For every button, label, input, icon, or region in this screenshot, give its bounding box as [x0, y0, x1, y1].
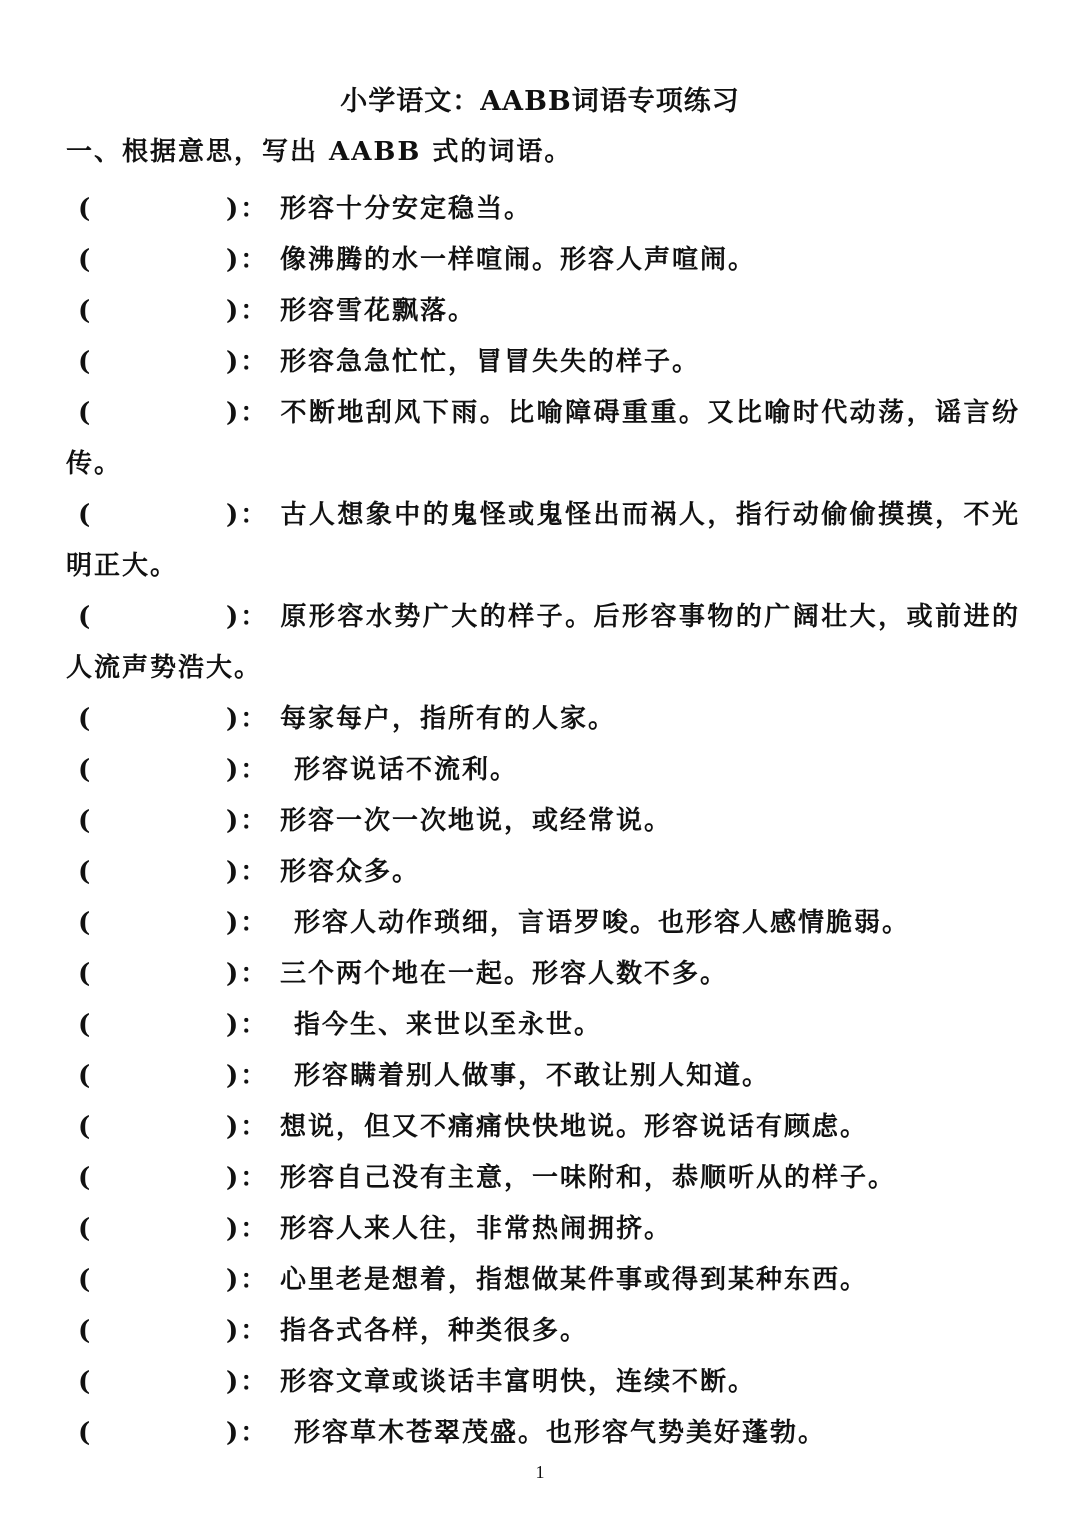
answer-blank-close: )： [226, 296, 269, 326]
definition-text: 形容人动作琐细，言语罗唆。也形容人感情脆弱。 [294, 908, 911, 938]
answer-blank-open[interactable]: ( [78, 1010, 93, 1040]
answer-blank-close: )： [226, 1112, 269, 1142]
definition-text: 形容人来人往，非常热闹拥挤。 [280, 1214, 673, 1244]
answer-blank-open[interactable]: ( [78, 347, 93, 377]
exercise-item [66, 1306, 1020, 1357]
definition-text: 像沸腾的水一样喧闹。形容人声喧闹。 [280, 245, 757, 275]
definition-text: 三个两个地在一起。形容人数不多。 [280, 959, 729, 989]
definition-text: 形容雪花飘落。 [280, 296, 477, 326]
answer-blank-close: )： [226, 806, 269, 836]
exercise-item [66, 1153, 1020, 1204]
exercise-item [66, 337, 1020, 388]
answer-blank-open[interactable]: ( [78, 245, 93, 275]
exercise-item [66, 1000, 1020, 1051]
definition-text: 指今生、来世以至永世。 [294, 1010, 603, 1040]
exercise-item [66, 490, 1020, 592]
answer-blank-open[interactable]: ( [78, 908, 93, 938]
definition-text: 形容文章或谈话丰富明快，连续不断。 [280, 1367, 757, 1397]
answer-blank-open[interactable]: ( [78, 1265, 93, 1295]
answer-blank-close: )： [226, 194, 269, 224]
answer-blank-close: )： [226, 245, 269, 275]
definition-text: 想说，但又不痛痛快快地说。形容说话有顾虑。 [280, 1112, 869, 1142]
definition-text: 形容说话不流利。 [294, 755, 519, 785]
answer-blank-open[interactable]: ( [78, 398, 93, 428]
exercise-item [66, 235, 1020, 286]
answer-blank-close: )： [226, 1061, 269, 1091]
answer-blank-open[interactable]: ( [78, 1418, 93, 1448]
answer-blank-close: )： [226, 500, 269, 530]
exercise-item [66, 1408, 1020, 1459]
definition-text: 形容急急忙忙，冒冒失失的样子。 [280, 347, 701, 377]
exercise-item [66, 1255, 1020, 1306]
answer-blank-close: )： [226, 1265, 269, 1295]
exercise-item [66, 184, 1020, 235]
answer-blank-open[interactable]: ( [78, 1316, 93, 1346]
exercise-item [66, 694, 1020, 745]
section-heading: 一、根据意思，写出 AABB 式的词语。 [66, 137, 573, 167]
answer-blank-close: )： [226, 857, 269, 887]
page-number: 1 [535, 1462, 545, 1482]
page-title: 小学语文：AABB词语专项练习 [340, 86, 740, 117]
exercise-item [66, 1204, 1020, 1255]
definition-text: 不断地刮风下雨。比喻障碍重重。又比喻时代动荡，谣言纷传。 [66, 398, 1020, 479]
answer-blank-close: )： [226, 1418, 269, 1448]
answer-blank-close: )： [226, 755, 269, 785]
definition-text: 形容草木苍翠茂盛。也形容气势美好蓬勃。 [294, 1418, 827, 1448]
definition-text: 形容众多。 [280, 857, 421, 887]
answer-blank-open[interactable]: ( [78, 296, 93, 326]
definition-text: 形容十分安定稳当。 [280, 194, 533, 224]
answer-blank-close: )： [226, 398, 269, 428]
exercise-list [66, 184, 1020, 1459]
answer-blank-open[interactable]: ( [78, 1061, 93, 1091]
answer-blank-close: )： [226, 347, 269, 377]
exercise-item [66, 745, 1020, 796]
exercise-item [66, 898, 1020, 949]
answer-blank-open[interactable]: ( [78, 194, 93, 224]
definition-text: 每家每户，指所有的人家。 [280, 704, 617, 734]
answer-blank-open[interactable]: ( [78, 959, 93, 989]
answer-blank-close: )： [226, 704, 269, 734]
answer-blank-open[interactable]: ( [78, 1367, 93, 1397]
exercise-item [66, 592, 1020, 694]
exercise-item [66, 1051, 1020, 1102]
answer-blank-open[interactable]: ( [78, 1112, 93, 1142]
definition-text: 古人想象中的鬼怪或鬼怪出而祸人，指行动偷偷摸摸，不光明正大。 [66, 500, 1020, 581]
exercise-item [66, 847, 1020, 898]
answer-blank-open[interactable]: ( [78, 1163, 93, 1193]
answer-blank-close: )： [226, 908, 269, 938]
answer-blank-open[interactable]: ( [78, 806, 93, 836]
exercise-item [66, 796, 1020, 847]
answer-blank-close: )： [226, 602, 269, 632]
answer-blank-close: )： [226, 1367, 269, 1397]
answer-blank-open[interactable]: ( [78, 704, 93, 734]
definition-text: 心里老是想着，指想做某件事或得到某种东西。 [280, 1265, 869, 1295]
answer-blank-open[interactable]: ( [78, 1214, 93, 1244]
answer-blank-open[interactable]: ( [78, 500, 93, 530]
answer-blank-close: )： [226, 1214, 269, 1244]
definition-text: 形容瞒着别人做事，不敢让别人知道。 [294, 1061, 771, 1091]
definition-text: 指各式各样，种类很多。 [280, 1316, 589, 1346]
answer-blank-close: )： [226, 1163, 269, 1193]
definition-text: 形容自己没有主意，一味附和，恭顺听从的样子。 [280, 1163, 897, 1193]
answer-blank-close: )： [226, 1010, 269, 1040]
exercise-item [66, 1357, 1020, 1408]
definition-text: 形容一次一次地说，或经常说。 [280, 806, 673, 836]
exercise-item [66, 949, 1020, 1000]
answer-blank-open[interactable]: ( [78, 755, 93, 785]
exercise-item [66, 286, 1020, 337]
exercise-item [66, 1102, 1020, 1153]
answer-blank-open[interactable]: ( [78, 857, 93, 887]
exercise-item [66, 388, 1020, 490]
answer-blank-close: )： [226, 1316, 269, 1346]
answer-blank-close: )： [226, 959, 269, 989]
answer-blank-open[interactable]: ( [78, 602, 93, 632]
definition-text: 原形容水势广大的样子。后形容事物的广阔壮大，或前进的人流声势浩大。 [66, 602, 1020, 683]
